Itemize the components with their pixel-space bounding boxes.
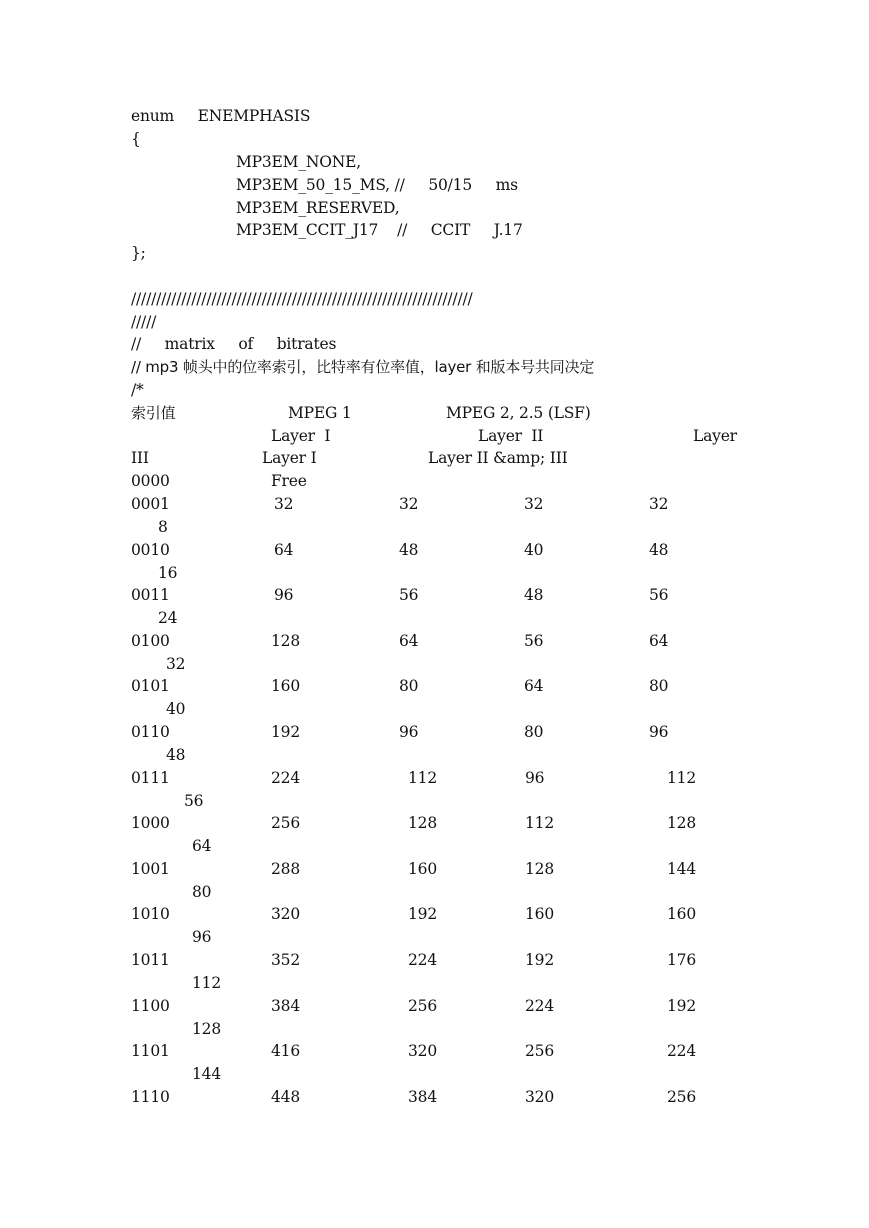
bitrate-cell: 256: [271, 814, 300, 832]
subheader-lsf-layer1: Layer I: [262, 449, 317, 467]
bitrate-cell: 224: [667, 1042, 696, 1060]
bitrate-cell: 256: [408, 997, 437, 1015]
bitrate-cell-wrapped: 16: [158, 564, 178, 582]
table-header-index: 索引值: [131, 404, 176, 422]
bitrate-cell: 320: [271, 905, 300, 923]
bitrate-cell: 192: [667, 997, 696, 1015]
bitrate-cell: 64: [649, 632, 669, 650]
comment-rule-line: /////: [131, 313, 157, 331]
bitrate-cell: 48: [524, 586, 544, 604]
bitrate-cell: 112: [525, 814, 554, 832]
bitrate-cell: 64: [524, 677, 544, 695]
bitrate-cell: 352: [271, 951, 300, 969]
bitrate-cell: 32: [524, 495, 544, 513]
row-index: 1100: [131, 997, 170, 1015]
chinese-comment: // mp3 帧头中的位率索引，比特率有位率值，layer 和版本号共同决定: [131, 358, 595, 376]
row-index: 0101: [131, 677, 170, 695]
row-index: 1011: [131, 951, 170, 969]
row-index: 1101: [131, 1042, 170, 1060]
bitrate-cell: 128: [525, 860, 554, 878]
bitrate-cell: 48: [649, 541, 669, 559]
bitrate-cell: 64: [274, 541, 294, 559]
row-index: 1010: [131, 905, 170, 923]
bitrate-cell-wrapped: 32: [166, 655, 186, 673]
enum-item: MP3EM_RESERVED,: [236, 199, 400, 217]
bitrate-cell: 256: [525, 1042, 554, 1060]
bitrate-cell: 224: [525, 997, 554, 1015]
bitrate-cell: 160: [271, 677, 300, 695]
bitrate-cell: 384: [271, 997, 300, 1015]
bitrate-cell: 320: [525, 1088, 554, 1106]
row-index: 0111: [131, 769, 170, 787]
bitrate-cell: 144: [667, 860, 696, 878]
table-header-mpeg1: MPEG 1: [288, 404, 352, 422]
bitrate-cell: 40: [524, 541, 544, 559]
row-index: 1001: [131, 860, 170, 878]
bitrate-cell: 112: [667, 769, 696, 787]
enum-item: MP3EM_CCIT_J17 // CCIT J.17: [236, 221, 523, 239]
bitrate-cell: 64: [399, 632, 419, 650]
row-index: 0010: [131, 541, 170, 559]
bitrate-cell: 96: [399, 723, 419, 741]
bitrate-cell: 96: [525, 769, 545, 787]
bitrate-cell: 384: [408, 1088, 437, 1106]
bitrate-cell: 128: [408, 814, 437, 832]
bitrate-cell: 128: [667, 814, 696, 832]
subheader-layer1: Layer I: [271, 427, 331, 445]
bitrate-cell: 96: [274, 586, 294, 604]
bitrate-cell: 192: [525, 951, 554, 969]
bitrate-cell: 176: [667, 951, 696, 969]
bitrate-cell: 112: [408, 769, 437, 787]
bitrate-cell-wrapped: 112: [192, 974, 221, 992]
bitrate-cell: 224: [271, 769, 300, 787]
bitrate-cell: 32: [399, 495, 419, 513]
bitrate-cell: 320: [408, 1042, 437, 1060]
row-index: 0000: [131, 472, 170, 490]
bitrate-cell: 56: [649, 586, 669, 604]
bitrate-cell: 32: [274, 495, 294, 513]
bitrate-cell-wrapped: 144: [192, 1065, 221, 1083]
bitrate-cell-wrapped: 48: [166, 746, 186, 764]
bitrate-cell-wrapped: 80: [192, 883, 212, 901]
bitrate-cell-wrapped: 64: [192, 837, 212, 855]
bitrate-cell: 80: [524, 723, 544, 741]
row-index: 1000: [131, 814, 170, 832]
subheader-layer2: Layer II: [478, 427, 544, 445]
bitrate-cell-wrapped: 128: [192, 1020, 221, 1038]
bitrate-cell: 48: [399, 541, 419, 559]
bitrate-cell: 32: [649, 495, 669, 513]
table-header-mpeg2: MPEG 2, 2.5 (LSF): [446, 404, 591, 422]
bitrate-cell-wrapped: 40: [166, 700, 186, 718]
subheader-layer3: Layer: [693, 427, 737, 445]
bitrate-cell-wrapped: 96: [192, 928, 212, 946]
bitrate-cell: 192: [408, 905, 437, 923]
bitrate-cell: 128: [271, 632, 300, 650]
bitrate-cell: 56: [399, 586, 419, 604]
bitrate-cell: 160: [525, 905, 554, 923]
bitrate-cell: 448: [271, 1088, 300, 1106]
block-comment-start: /*: [131, 381, 144, 399]
bitrate-cell-wrapped: 56: [184, 792, 204, 810]
bitrate-cell: 80: [649, 677, 669, 695]
bitrate-cell: 256: [667, 1088, 696, 1106]
bitrate-cell: 56: [524, 632, 544, 650]
row-index: 1110: [131, 1088, 170, 1106]
close-brace: };: [131, 244, 146, 262]
bitrate-cell: 96: [649, 723, 669, 741]
row-index: 0110: [131, 723, 170, 741]
bitrate-cell: 224: [408, 951, 437, 969]
bitrate-cell: 80: [399, 677, 419, 695]
free-value: Free: [271, 472, 307, 490]
row-index: 0001: [131, 495, 170, 513]
enum-item: MP3EM_50_15_MS, // 50/15 ms: [236, 176, 518, 194]
bitrate-cell: 192: [271, 723, 300, 741]
enum-item: MP3EM_NONE,: [236, 153, 361, 171]
row-index: 0011: [131, 586, 170, 604]
bitrate-cell: 416: [271, 1042, 300, 1060]
bitrate-cell-wrapped: 24: [158, 609, 178, 627]
subheader-lsf-layer23: Layer II &amp; III: [428, 449, 568, 467]
bitrate-cell: 160: [667, 905, 696, 923]
comment-rule-line: ////////////////////////////////////////////////////////////////////: [131, 290, 473, 308]
bitrate-cell-wrapped: 8: [158, 518, 168, 536]
bitrate-cell: 160: [408, 860, 437, 878]
subheader-layer3: III: [131, 449, 149, 467]
enum-declaration: enum ENEMPHASIS: [131, 107, 311, 125]
bitrate-cell: 288: [271, 860, 300, 878]
open-brace: {: [131, 130, 141, 148]
matrix-comment: // matrix of bitrates: [131, 335, 337, 353]
row-index: 0100: [131, 632, 170, 650]
